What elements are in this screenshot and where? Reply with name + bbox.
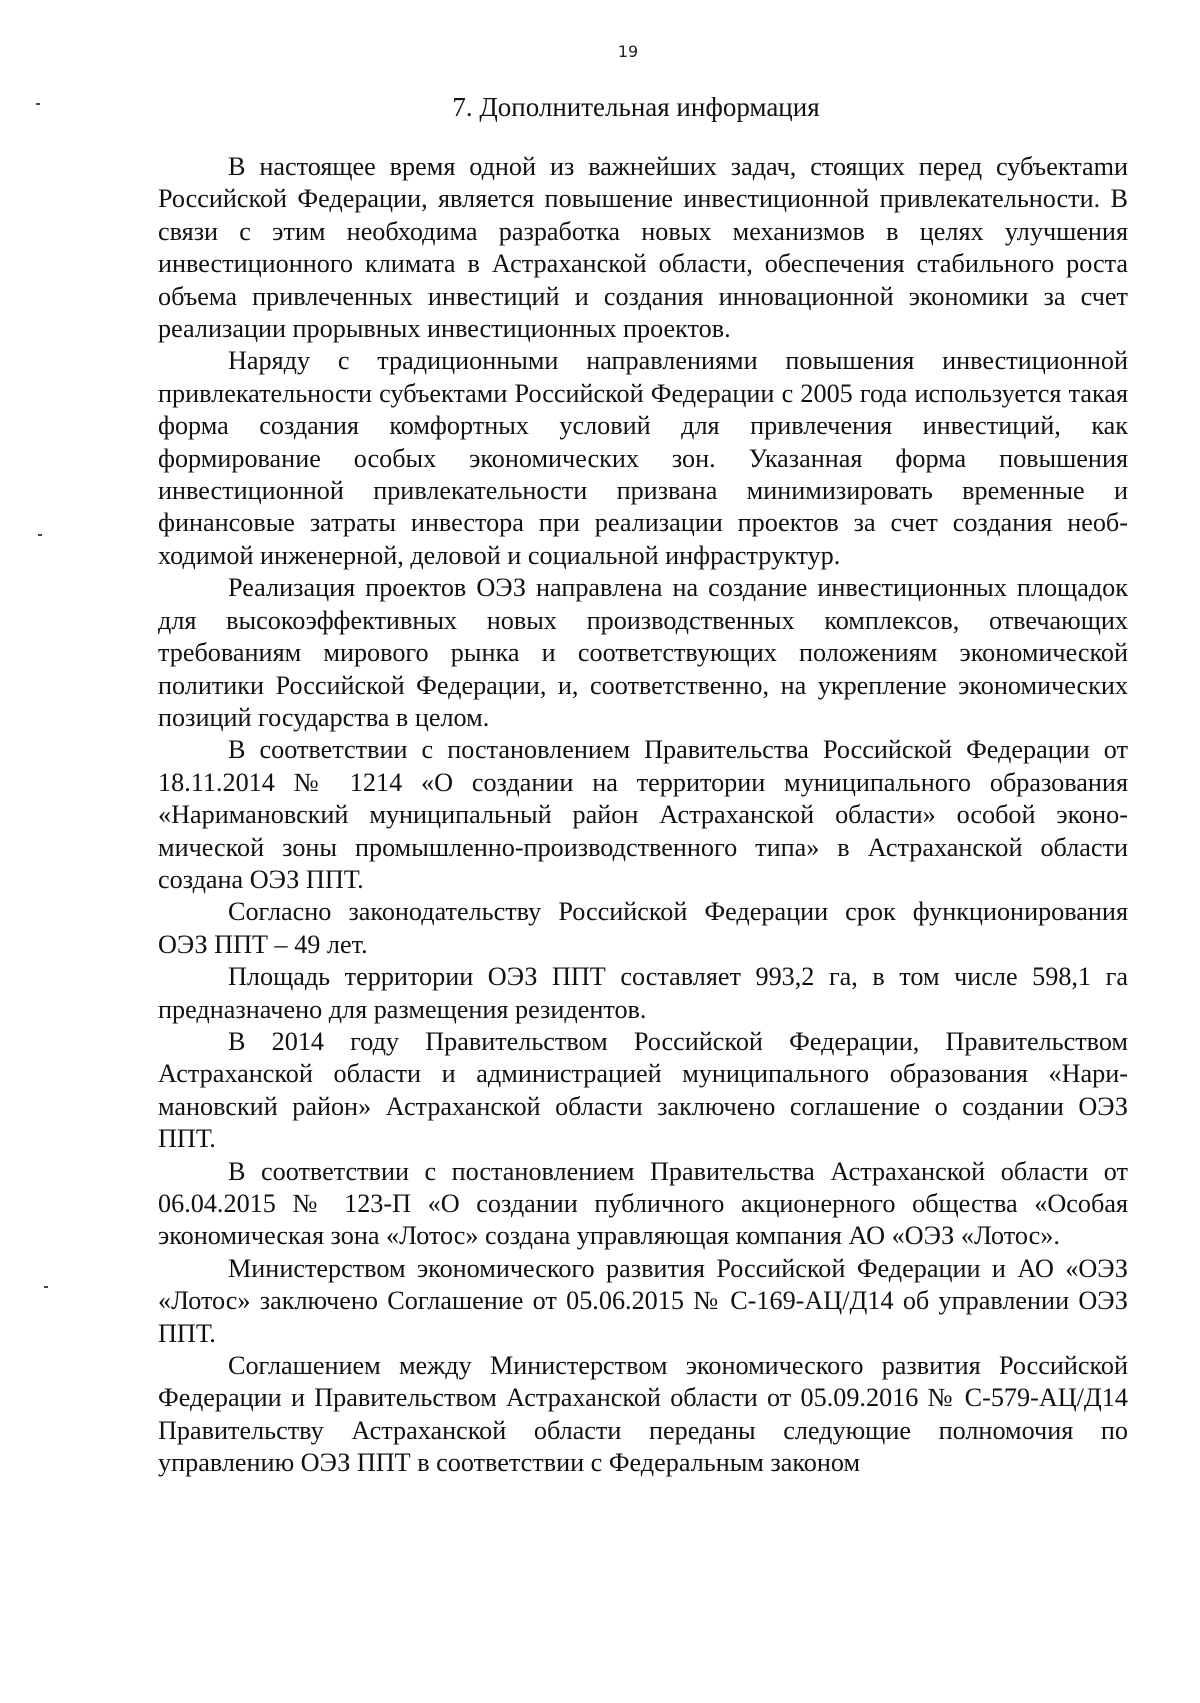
page-number: 19 (617, 42, 639, 61)
paragraph: В соответствии с постановлением Правительства Российской Федерации от 18.11.2014 № 1214 «О создании на территории муниципального образования «Наримановский муниципальный район Астраханской области» особой экономической зоны промышленно-производственного типа» в Астраханской области создана ОЭЗ ППТ. (158, 735, 1128, 894)
section-heading: 7. Дополнительная информация (452, 92, 820, 122)
paragraph: Наряду с традиционными направлениями повышения инвестиционной привлекательности субъектами Российской Федерации с 2005 года используется такая форма создания комфортных условий для привлечения инвестиций, как формирование особых экономических зон. Указанная форма повышения инвестиционной привлекательности призвана минимизировать временные и финансовые затраты инвестора при реализации проектов за счет создания необходимой инженерной, деловой и социальной инфраструктур. (158, 346, 1128, 570)
paragraph: Площадь территории ОЭЗ ППТ составляет 993,2 га, в том числе 598,1 га предназначено для размещения резидентов. (158, 962, 1128, 1024)
paragraph: Соглашением между Министерством экономического развития Российской Федерации и Правительством Астраханской области от 05.09.2016 № С-579-АЦ/Д14 Правительству Астраханской области переданы следующие полномочия по управлению ОЭЗ ППТ в соответствии с Федеральным законом (158, 1351, 1128, 1478)
paragraph: В соответствии с постановлением Правительства Астраханской области от 06.04.2015 № 123-П «О создании публичного акционерного общества «Особая экономическая зона «Лотос» создана управляющая компания АО «ОЭЗ «Лотос». (158, 1156, 1128, 1251)
scan-speck (44, 1286, 48, 1288)
paragraph: В 2014 году Правительством Российской Федерации, Правительством Астраханской области и администрацией муниципального образования «Наримановский район» Астраханской области заключено соглашение о создании ОЭЗ ППТ. (158, 1026, 1128, 1154)
body-text (158, 151, 1128, 1480)
paragraph: Министерством экономического развития Российской Федерации и АО «ОЭЗ «Лотос» заключено Соглашение от 05.06.2015 № С-169-АЦ/Д14 об управлении ОЭЗ ППТ. (158, 1253, 1128, 1348)
paragraph: Согласно законодательству Российской Федерации срок функционирования ОЭЗ ППТ – 49 лет. (158, 897, 1128, 959)
paragraph: Реализация проектов ОЭЗ направлена на создание инвестиционных площадок для высокоэффективных новых производственных комплексов, отвечающих требованиям мирового рынка и соответствующих положениям экономической политики Российской Федерации, и, соответственно, на укрепление экономических позиций государства в целом. (158, 573, 1128, 732)
scan-speck (38, 534, 42, 536)
paragraph: В настоящее время одной из важнейших задач, стоящих перед субъектаmи Российской Федерации, является повышение инвестиционной привлекательности. В связи с этим необходима разработка новых механизмов в целях улучшения инвестиционного климата в Астраханской области, обеспечения стабильного роста объема привлеченных инвестиций и создания инновационной экономики за счет реализации прорывных инвестиционных проектов. (158, 152, 1128, 344)
scan-speck (36, 103, 40, 105)
